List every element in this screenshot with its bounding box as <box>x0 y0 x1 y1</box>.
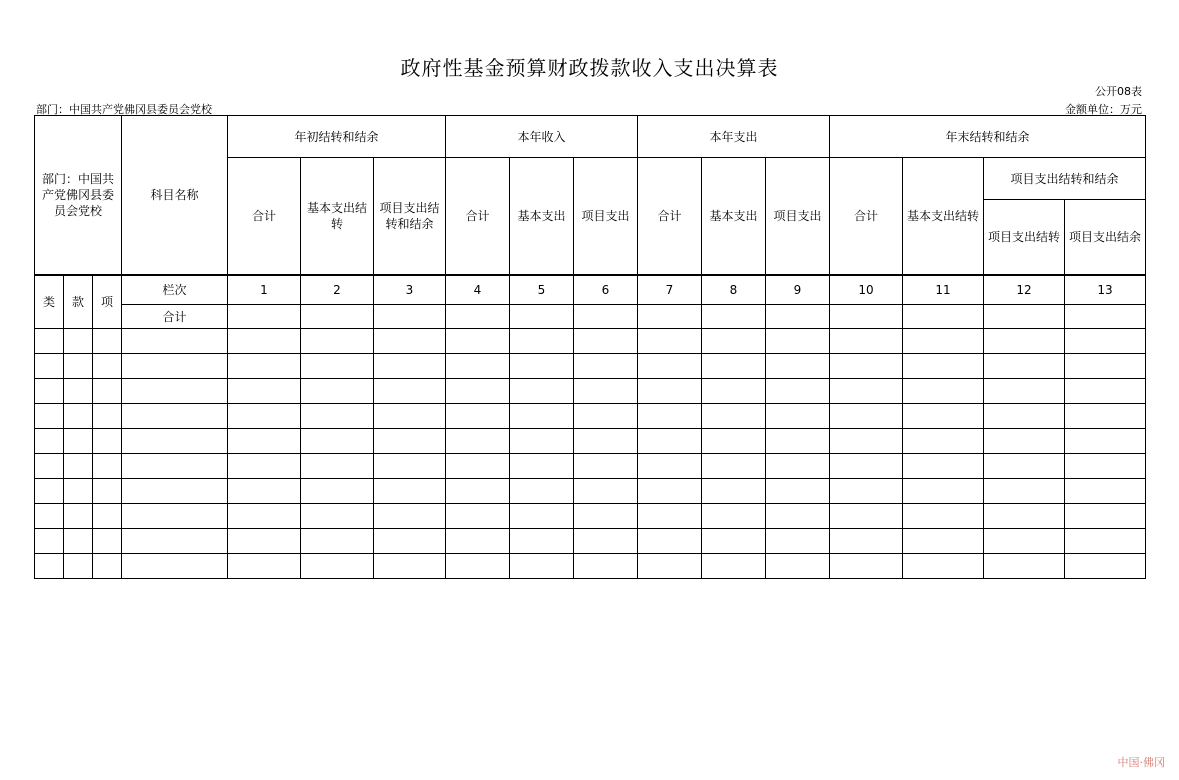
table-cell <box>64 329 93 354</box>
sum-cell <box>766 305 830 329</box>
table-cell <box>830 354 903 379</box>
table-cell <box>574 554 638 579</box>
table-cell <box>35 404 64 429</box>
table-cell <box>1065 429 1146 454</box>
table-cell <box>228 504 301 529</box>
table-cell <box>574 454 638 479</box>
table-cell <box>984 429 1065 454</box>
table-cell <box>35 454 64 479</box>
sum-cell <box>374 305 446 329</box>
table-cell <box>984 404 1065 429</box>
sum-cell <box>984 305 1065 329</box>
table-cell <box>35 504 64 529</box>
table-row <box>35 404 1146 429</box>
table-cell <box>984 454 1065 479</box>
table-cell <box>64 354 93 379</box>
table-cell <box>510 354 574 379</box>
table-cell <box>574 429 638 454</box>
table-cell <box>702 354 766 379</box>
column-number: 12 <box>984 275 1065 305</box>
table-cell <box>93 554 122 579</box>
table-cell <box>574 404 638 429</box>
table-cell <box>702 554 766 579</box>
table-cell <box>510 454 574 479</box>
table-cell <box>766 354 830 379</box>
table-cell <box>984 329 1065 354</box>
table-cell <box>830 504 903 529</box>
col-header-project-exp-balance: 项目支出结余 <box>1065 200 1146 276</box>
table-cell <box>984 529 1065 554</box>
table-cell <box>638 379 702 404</box>
table-cell <box>35 354 64 379</box>
table-cell <box>766 479 830 504</box>
table-cell <box>301 529 374 554</box>
group-header-current-income: 本年收入 <box>446 116 638 158</box>
table-cell <box>301 354 374 379</box>
column-number: 13 <box>1065 275 1146 305</box>
column-number: 8 <box>702 275 766 305</box>
table-cell <box>122 379 228 404</box>
col-header-basic-exp: 基本支出 <box>510 158 574 276</box>
col-header-project-exp-carry: 项目支出结转 <box>984 200 1065 276</box>
table-cell <box>228 404 301 429</box>
table-cell <box>702 329 766 354</box>
table-cell <box>1065 329 1146 354</box>
col-header-basic-exp-carry: 基本支出结转 <box>903 158 984 276</box>
table-cell <box>228 554 301 579</box>
table-cell <box>510 404 574 429</box>
table-row <box>35 529 1146 554</box>
table-cell <box>374 454 446 479</box>
table-cell <box>702 379 766 404</box>
column-number: 7 <box>638 275 702 305</box>
table-cell <box>1065 404 1146 429</box>
table-cell <box>830 454 903 479</box>
column-number: 6 <box>574 275 638 305</box>
table-cell <box>64 379 93 404</box>
table-cell <box>122 554 228 579</box>
column-number: 10 <box>830 275 903 305</box>
table-cell <box>35 479 64 504</box>
table-cell <box>984 354 1065 379</box>
col-header-total: 合计 <box>228 158 301 276</box>
col-header-basic-exp: 基本支出 <box>702 158 766 276</box>
table-cell <box>766 554 830 579</box>
table-cell <box>766 454 830 479</box>
table-cell <box>830 329 903 354</box>
table-cell <box>446 529 510 554</box>
table-cell <box>64 504 93 529</box>
sum-cell <box>574 305 638 329</box>
col-header-total: 合计 <box>830 158 903 276</box>
sum-cell <box>1065 305 1146 329</box>
table-cell <box>122 454 228 479</box>
table-cell <box>64 454 93 479</box>
table-cell <box>93 329 122 354</box>
col-header-project-exp: 项目支出 <box>574 158 638 276</box>
table-cell <box>766 504 830 529</box>
table-cell <box>301 479 374 504</box>
sum-cell <box>903 305 984 329</box>
table-cell <box>228 329 301 354</box>
table-cell <box>93 429 122 454</box>
table-row <box>35 554 1146 579</box>
table-cell <box>638 404 702 429</box>
table-cell <box>830 429 903 454</box>
table-cell <box>510 329 574 354</box>
sum-cell <box>228 305 301 329</box>
table-cell <box>35 329 64 354</box>
col-header-total: 合计 <box>638 158 702 276</box>
table-cell <box>574 379 638 404</box>
table-cell <box>228 529 301 554</box>
table-cell <box>122 354 228 379</box>
table-cell <box>903 429 984 454</box>
table-cell <box>984 504 1065 529</box>
table-cell <box>301 429 374 454</box>
sum-cell <box>510 305 574 329</box>
table-cell <box>903 479 984 504</box>
table-cell <box>702 529 766 554</box>
table-cell <box>301 454 374 479</box>
table-cell <box>903 529 984 554</box>
table-cell <box>446 504 510 529</box>
table-cell <box>830 379 903 404</box>
budget-table <box>34 115 1146 579</box>
table-row <box>35 504 1146 529</box>
table-cell <box>93 379 122 404</box>
dept-header-cell: 部门：中国共产党佛冈县委员会党校 <box>35 116 122 276</box>
table-cell <box>35 379 64 404</box>
table-cell <box>228 479 301 504</box>
sum-cell <box>638 305 702 329</box>
table-cell <box>93 354 122 379</box>
table-cell <box>510 479 574 504</box>
table-cell <box>122 504 228 529</box>
department-label: 部门：中国共产党佛冈县委员会党校 <box>36 103 212 116</box>
table-row <box>35 479 1146 504</box>
table-cell <box>1065 454 1146 479</box>
table-cell <box>510 554 574 579</box>
column-number: 9 <box>766 275 830 305</box>
table-cell <box>1065 554 1146 579</box>
col-header-project-carry: 项目支出结转和结余 <box>984 158 1146 200</box>
table-cell <box>374 379 446 404</box>
table-cell <box>830 554 903 579</box>
table-cell <box>638 429 702 454</box>
table-cell <box>510 379 574 404</box>
table-cell <box>638 454 702 479</box>
table-cell <box>64 429 93 454</box>
table-cell <box>64 404 93 429</box>
table-cell <box>510 429 574 454</box>
report-title: 政府性基金预算财政拨款收入支出决算表 <box>400 56 779 80</box>
table-cell <box>374 354 446 379</box>
table-cell <box>574 329 638 354</box>
table-cell <box>374 329 446 354</box>
sum-cell <box>830 305 903 329</box>
table-row <box>35 354 1146 379</box>
table-cell <box>638 329 702 354</box>
table-cell <box>122 529 228 554</box>
table-row <box>35 379 1146 404</box>
table-cell <box>446 429 510 454</box>
table-cell <box>446 329 510 354</box>
site-watermark: 中国·佛冈 <box>1117 756 1165 769</box>
table-cell <box>766 429 830 454</box>
table-cell <box>830 479 903 504</box>
table-row <box>35 429 1146 454</box>
table-cell <box>638 504 702 529</box>
table-cell <box>1065 529 1146 554</box>
table-cell <box>510 529 574 554</box>
table-cell <box>903 454 984 479</box>
table-cell <box>1065 354 1146 379</box>
table-cell <box>93 454 122 479</box>
group-header-closing-balance: 年末结转和结余 <box>830 116 1146 158</box>
table-cell <box>574 479 638 504</box>
col-header-basic-carry: 基本支出结转 <box>301 158 374 276</box>
table-cell <box>122 479 228 504</box>
table-cell <box>638 529 702 554</box>
table-cell <box>228 379 301 404</box>
sum-cell <box>446 305 510 329</box>
table-cell <box>35 554 64 579</box>
table-cell <box>374 479 446 504</box>
table-cell <box>766 529 830 554</box>
table-cell <box>702 454 766 479</box>
table-cell <box>984 479 1065 504</box>
table-row <box>35 329 1146 354</box>
table-cell <box>122 404 228 429</box>
table-cell <box>830 529 903 554</box>
table-cell <box>374 504 446 529</box>
table-cell <box>446 479 510 504</box>
table-cell <box>574 354 638 379</box>
table-cell <box>830 404 903 429</box>
table-cell <box>228 429 301 454</box>
sum-cell <box>702 305 766 329</box>
amount-unit-label: 金额单位：万元 <box>1065 103 1142 116</box>
table-cell <box>374 429 446 454</box>
table-cell <box>301 554 374 579</box>
table-cell <box>93 504 122 529</box>
sum-row-label: 合计 <box>122 305 228 329</box>
table-cell <box>35 529 64 554</box>
table-cell <box>984 379 1065 404</box>
subject-name-header: 科目名称 <box>122 116 228 276</box>
col-header-total: 合计 <box>446 158 510 276</box>
table-cell <box>374 404 446 429</box>
col-header-project-exp: 项目支出 <box>766 158 830 276</box>
table-cell <box>374 529 446 554</box>
table-cell <box>903 504 984 529</box>
table-cell <box>574 529 638 554</box>
table-cell <box>1065 479 1146 504</box>
table-cell <box>638 479 702 504</box>
table-cell <box>446 454 510 479</box>
table-cell <box>374 554 446 579</box>
table-cell <box>984 554 1065 579</box>
table-cell <box>766 329 830 354</box>
table-cell <box>766 404 830 429</box>
table-cell <box>301 404 374 429</box>
table-cell <box>446 404 510 429</box>
table-cell <box>35 429 64 454</box>
table-row <box>35 454 1146 479</box>
sum-cell <box>301 305 374 329</box>
table-cell <box>301 504 374 529</box>
table-cell <box>301 379 374 404</box>
table-cell <box>903 354 984 379</box>
table-cell <box>64 479 93 504</box>
column-number: 5 <box>510 275 574 305</box>
table-cell <box>228 454 301 479</box>
table-cell <box>702 429 766 454</box>
table-cell <box>903 379 984 404</box>
column-number: 1 <box>228 275 301 305</box>
table-cell <box>93 404 122 429</box>
table-cell <box>64 554 93 579</box>
group-header-opening-balance: 年初结转和结余 <box>228 116 446 158</box>
table-cell <box>510 504 574 529</box>
table-cell <box>766 379 830 404</box>
table-cell <box>446 354 510 379</box>
table-cell <box>122 329 228 354</box>
table-cell <box>93 479 122 504</box>
table-cell <box>574 504 638 529</box>
lei-label: 类 <box>35 275 64 329</box>
table-cell <box>638 354 702 379</box>
table-cell <box>903 329 984 354</box>
table-cell <box>122 429 228 454</box>
table-cell <box>702 504 766 529</box>
column-number: 4 <box>446 275 510 305</box>
table-cell <box>446 554 510 579</box>
xiang-label: 项 <box>93 275 122 329</box>
column-number: 11 <box>903 275 984 305</box>
table-cell <box>301 329 374 354</box>
table-cell <box>228 354 301 379</box>
form-number: 公开08表 <box>1095 85 1142 98</box>
table-cell <box>1065 379 1146 404</box>
table-cell <box>903 404 984 429</box>
group-header-current-expense: 本年支出 <box>638 116 830 158</box>
column-number: 3 <box>374 275 446 305</box>
col-header-project-carry-balance: 项目支出结转和结余 <box>374 158 446 276</box>
column-number: 2 <box>301 275 374 305</box>
table-cell <box>1065 504 1146 529</box>
table-cell <box>903 554 984 579</box>
kuan-label: 款 <box>64 275 93 329</box>
table-cell <box>93 529 122 554</box>
table-cell <box>702 404 766 429</box>
table-cell <box>446 379 510 404</box>
table-cell <box>64 529 93 554</box>
table-cell <box>638 554 702 579</box>
table-cell <box>702 479 766 504</box>
column-index-label: 栏次 <box>122 275 228 305</box>
